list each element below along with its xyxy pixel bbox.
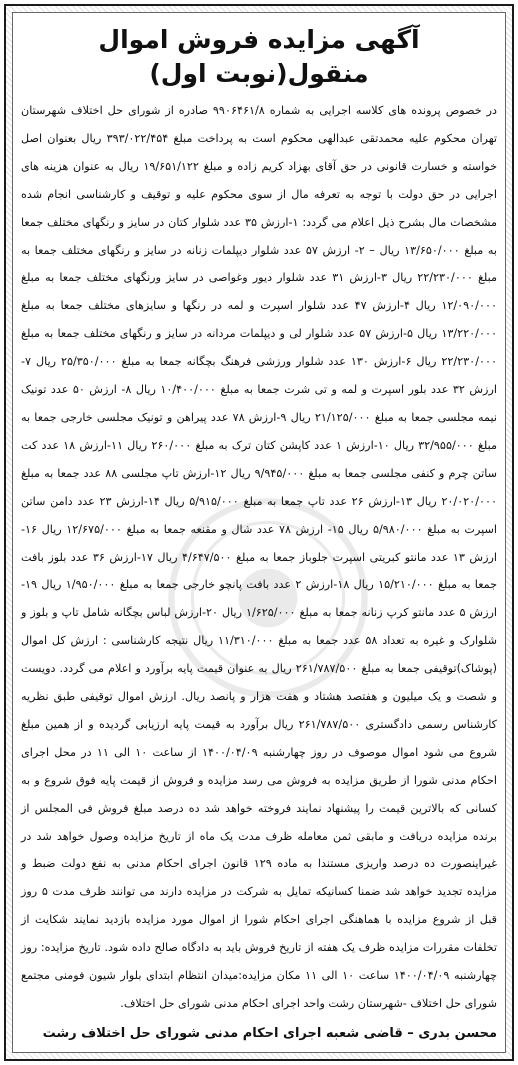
notice-body: در خصوص پرونده های کلاسه اجرایی به شماره ۹۹۰۶۴۶۱/۸ صادره از شورای حل اختلاف شهرستان تهران محکوم علیه محمدتقی عبدالهی محکوم است به پرداخت مبلغ ۳۹۳/۰۲۲/۴۵۴ ریال بعنوان اصل خواسته و خسارت قانونی در حق آقای بهزاد کریم زاده و مبلغ ۱۹/۶۵۱/۱۲۲ ریال به عنوان هزینه های اجرایی در حق دولت با توجه به تعرفه مال از سوی محکوم علیه و توقیف و کارشناسی انجام شده مشخصات مال بشرح ذیل اعلام می گردد: ۱-ارزش ۳۵ عدد شلوار کتان در سایز و رنگهای مختلف جمعا به مبلغ ۱۳/۶۵۰/۰۰۰ ریال – ۲- ارزش ۵۷ عدد شلوار دیپلمات زنانه در سایز و رنگهای مختلف جمعا به مبلغ ۲۲/۲۳۰/۰۰۰ ریال ۳-ارزش ۳۱ عدد شلوار دیور وغواصی در سایز ورنگهای مختلف جمعا به مبلغ ۱۲/۰۹۰/۰۰۰ ریال ۴-ارزش ۴۷ عدد شلوار اسپرت و لمه در رنگها و سایزهای مختلف جمعا به مبلغ ۱۳/۲۲۰/۰۰۰ ریال ۵-ارزش ۵۷ عدد شلوار لی و دیپلمات مردانه در سایز و رنگهای مختلف جمعا به مبلغ ۲۲/۲۳۰/۰۰۰ ریال ۶-ارزش ۱۳۰ عدد شلوار ورزشی فرهنگ بچگانه جمعا به مبلغ ۲۵/۳۵۰/۰۰۰ ریال ۷-ارزش ۳۲ عدد بلور اسپرت و لمه و تی شرت جمعا به مبلغ ۱۰/۴۰۰/۰۰۰ ریال ۸- ارزش ۵۰ عدد تونیک نیمه مجلسی جمعا به مبلغ ۲۱/۱۲۵/۰۰۰ ریال ۹-ارزش ۷۸ عدد پیراهن و تونیک مجلسی خارجی جمعا به مبلغ ۳۲/۹۵۵/۰۰۰ ریال ۱۰-ارزش ۱ عدد کاپشن کتان ترک به مبلغ ۲۶۰/۰۰۰ ریال ۱۱-ارزش ۱۸ عدد کت ساتن چرم و کنفی مجلسی جمعا به مبلغ ۹/۹۴۵/۰۰۰ ریال ۱۲-ارزش تاپ مجلسی ۸۸ عدد جمعا به مبلغ ۲۰/۰۲۰/۰۰۰ ریال ۱۳-ارزش ۲۶ عدد تاپ جمعا به مبلغ ۵/۹۱۵/۰۰۰ ریال ۱۴-ارزش ۲۳ عدد دامن ساتن اسپرت به مبلغ ۵/۹۸۰/۰۰۰ ریال ۱۵- ارزش ۷۸ عدد شال و مقنعه جمعا به مبلغ ۱۲/۶۷۵/۰۰۰ ریال ۱۶-ارزش ۱۳ عدد مانتو کبریتی اسپرت جلوباز جمعا به مبلغ ۴/۶۴۷/۵۰۰ ریال ۱۷-ارزش ۳۶ عدد بلوز بافت جمعا به مبلغ ۱۵/۲۱۰/۰۰۰ ریال ۱۸-ارزش ۲ عدد بافت پانچو خارجی جمعا به مبلغ ۱/۹۵۰/۰۰۰ ریال ۱۹-ارزش ۵ عدد مانتو کرپ زنانه جمعا به مبلغ ۱/۶۲۵/۰۰۰ ریال ۲۰-ارزش لباس بچگانه شامل تاپ و بلوز و شلوارک و غیره به تعداد ۵۸ عدد جمعا به مبلغ ۱۱/۳۱۰/۰۰۰ ریال نتیجه کارشناسی : ارزش کل اموال (پوشاک)توقیفی جمعا به مبلغ ۲۶۱/۷۸۷/۵۰۰ ریال به عنوان قیمت پایه برآورد و اعلام می گردد. دویست و شصت و یک میلیون و هفتصد هشتاد و هفت هزار و پانصد ریال. ارزش اموال توقیفی طبق نظریه کارشناس رسمی دادگستری ۲۶۱/۷۸۷/۵۰۰ ریال برآورد به قیمت پایه ارزیابی گردیده و از همین مبلغ شروع می شود اموال موصوف در روز چهارشنبه ۱۴۰۰/۰۴/۰۹ از ساعت ۱۰ الی ۱۱ در محل اجرای احکام مدنی شورا از طریق مزایده به فروش می رسد مزایده و فروش از قیمت پایه فوق شروع و به کسانی که بالاترین قیمت را پیشنهاد نمایند فروخته خواهد شد ده درصد مبلغ فروش فی المجلس از برنده مزایده دریافت و مابقی ثمن معامله ظرف مدت یک ماه از تاریخ مزایده وصول خواهد شد در غیراینصورت ده درصد واریزی مستندا به ماده ۱۲۹ قانون اجرای احکام مدنی به نفع دولت ضبط و مزایده تجدید خواهد شد ضمنا کسانیکه تمایل به شرکت در مزایده دارند می توانند ظرف مدت ۵ روز قبل از شروع مزایده با هماهنگی اجرای احکام شورا از اموال مورد مزایده بازدید نمایند شکایت از تخلفات مقررات مزایده ظرف یک هفته از تاریخ فروش باید به دادگاه صالح داده شود. تاریخ مزایده: روز چهارشنبه ۱۴۰۰/۰۴/۰۹ ساعت ۱۰ الی ۱۱ مکان مزایده:میدان انتظام ابتدای بلوار شیون فومنی مجتمع شورای حل اختلاف -شهرستان رشت واحد اجرای احکام مدنی شورای حل اختلاف. bbox=[21, 104, 498, 1010]
notice-signature: محسن بدری – قاضی شعبه اجرای احکام مدنی شورای حل اختلاف رشت bbox=[42, 1025, 497, 1041]
notice-title: آگهی مزایده فروش اموال منقول(نوبت اول) bbox=[98, 25, 420, 88]
notice-inner-border bbox=[12, 12, 506, 1053]
notice-frame bbox=[4, 4, 514, 1061]
notice-content bbox=[21, 17, 497, 1048]
